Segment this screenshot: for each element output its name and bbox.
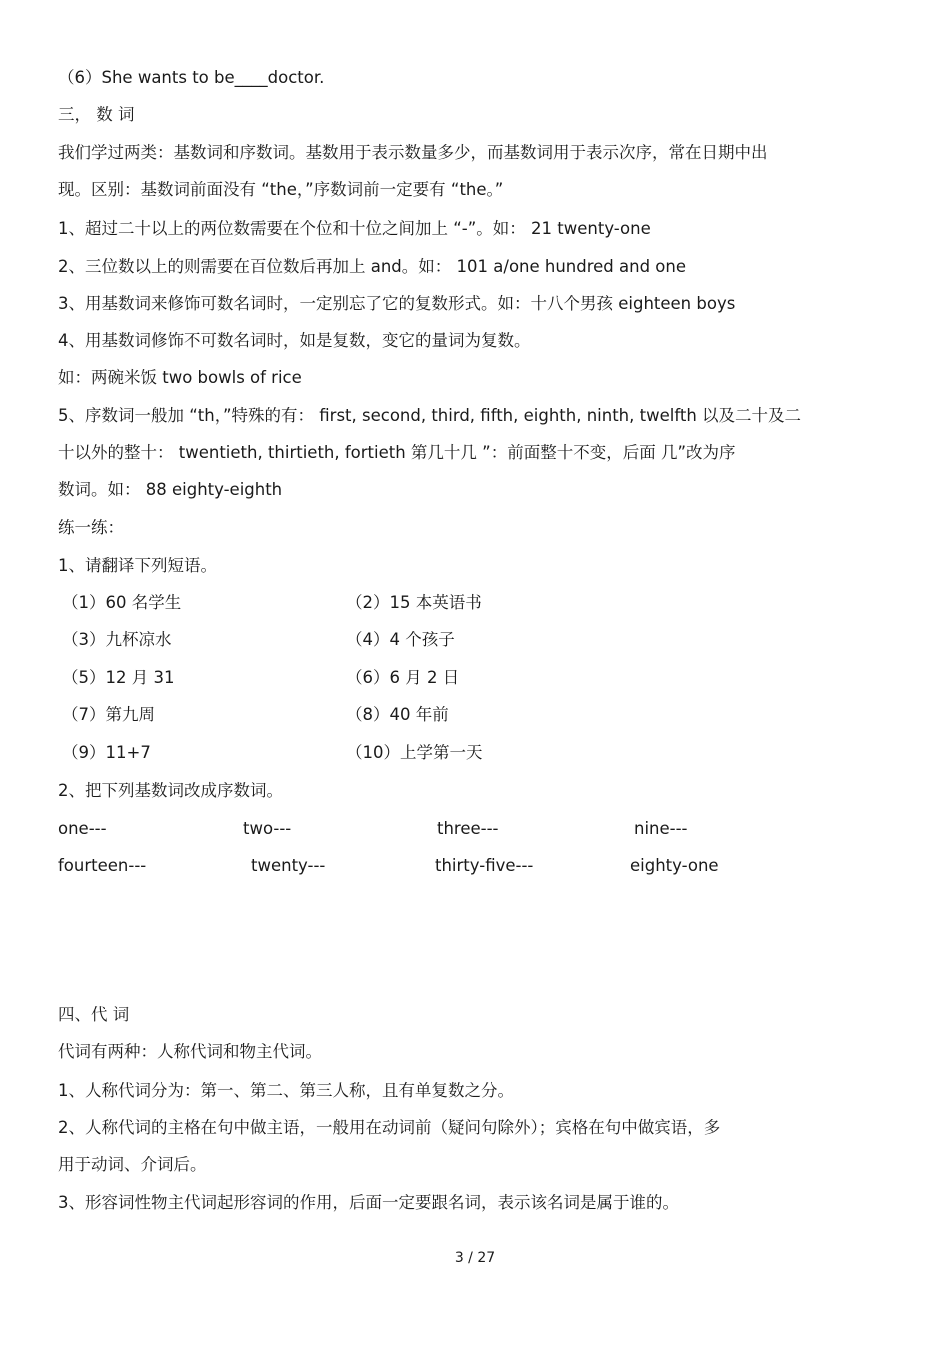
exercise-1-title: 1、请翻译下列短语。	[58, 556, 217, 575]
exercise-2-item: twenty---	[251, 856, 326, 875]
exercise-1-item: （8）40 年前	[346, 705, 449, 724]
rule-item-3: 3、形容词性物主代词起形容词的作用，后面一定要跟名词，表示该名词是属于谁的。	[58, 1193, 679, 1212]
exercise-1-item: （3）九杯凉水	[62, 630, 172, 649]
exercise-item-6: （6）She wants to be____doctor.	[58, 68, 325, 87]
rule-item-2: 2、人称代词的主格在句中做主语，一般用在动词前（疑问句除外）；宾格在句中做宾语，多	[58, 1118, 721, 1137]
exercise-2-title: 2、把下列基数词改成序数词。	[58, 781, 283, 800]
rule-item-4: 4、用基数词修饰不可数名词时，如是复数，变它的量词为复数。	[58, 331, 531, 350]
exercise-1-item: （6）6 月 2 日	[346, 668, 460, 687]
paragraph-line: 代词有两种：人称代词和物主代词。	[58, 1042, 322, 1061]
paragraph-line: 现。区别：基数词前面没有 “the，”序数词前一定要有 “the。”	[58, 180, 504, 199]
practice-heading: 练一练：	[58, 518, 124, 537]
exercise-1-item: （10）上学第一天	[346, 743, 483, 762]
exercise-2-item: fourteen---	[58, 856, 147, 875]
exercise-1-item: （1）60 名学生	[62, 593, 182, 612]
exercise-2-item: two---	[243, 819, 292, 838]
exercise-2-item: thirty-five---	[435, 856, 534, 875]
section-heading-numerals: 三， 数 词	[58, 105, 135, 124]
page-number: 3 / 27	[454, 1250, 496, 1266]
exercise-1-item: （7）第九周	[62, 705, 155, 724]
rule-item-5: 5、序数词一般加 “th，”特殊的有： first, second, third, fifth, eighth, ninth, twelfth 以及二十及二	[58, 406, 802, 425]
exercise-1-item: （9）11+7	[62, 743, 151, 762]
exercise-2-item: eighty-one	[630, 856, 719, 875]
rule-item-3: 3、用基数词来修饰可数名词时，一定别忘了它的复数形式。如：十八个男孩 eighteen boys	[58, 294, 736, 313]
example-line: 如：两碗米饭 two bowls of rice	[58, 368, 302, 387]
exercise-1-item: （2）15 本英语书	[346, 593, 482, 612]
paragraph-line: 数词。如： 88 eighty-eighth	[58, 480, 283, 499]
rule-item-1: 1、超过二十以上的两位数需要在个位和十位之间加上 “-”。如： 21 twenty-one	[58, 219, 651, 238]
exercise-2-item: one---	[58, 819, 107, 838]
exercise-2-item: three---	[437, 819, 499, 838]
exercise-1-item: （4）4 个孩子	[346, 630, 455, 649]
exercise-1-item: （5）12 月 31	[62, 668, 175, 687]
exercise-2-item: nine---	[634, 819, 688, 838]
rule-item-1: 1、人称代词分为：第一、第二、第三人称，且有单复数之分。	[58, 1081, 514, 1100]
paragraph-line: 我们学过两类：基数词和序数词。基数用于表示数量多少，而基数词用于表示次序，常在日期中出	[58, 143, 768, 162]
rule-item-2: 2、三位数以上的则需要在百位数后再加上 and。如： 101 a/one hundred and one	[58, 257, 687, 276]
section-heading-pronouns: 四、代 词	[58, 1005, 130, 1024]
paragraph-line: 十以外的整十： twentieth, thirtieth, fortieth 第几十几 ”：前面整十不变，后面 几”改为序	[58, 443, 736, 462]
paragraph-line: 用于动词、介词后。	[58, 1155, 207, 1174]
